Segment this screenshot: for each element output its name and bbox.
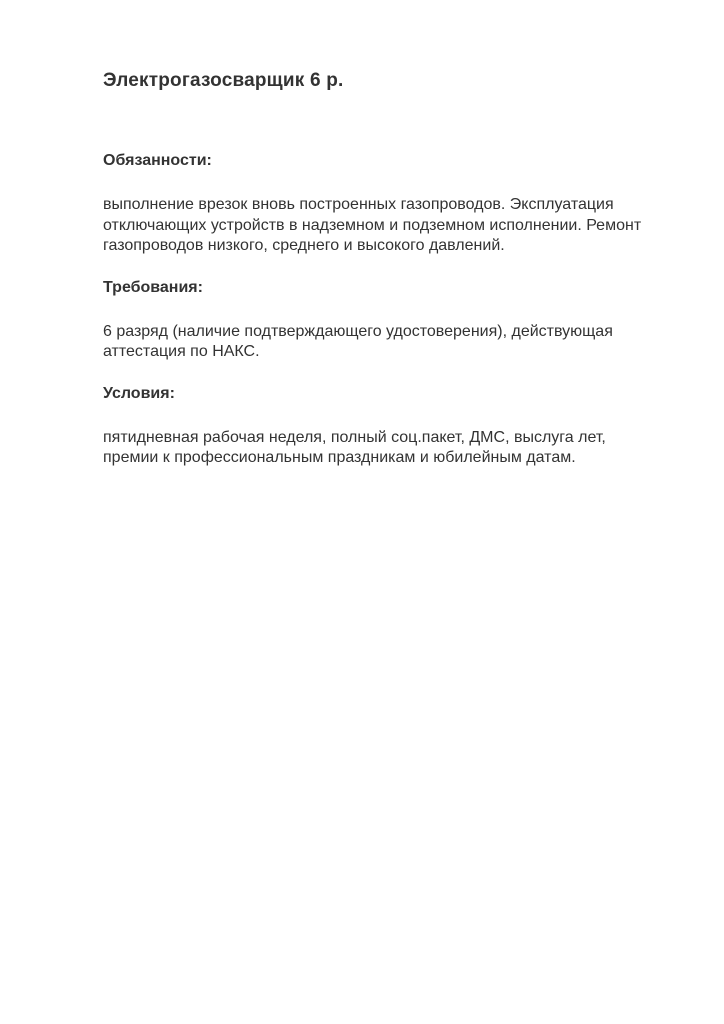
responsibilities-text: выполнение врезок вновь построенных газопроводов. Эксплуатация отключающих устройств в надземном и подземном исполнении. Ремонт газопроводов низкого, среднего и высокого давлений. — [103, 196, 642, 254]
section-conditions — [103, 383, 652, 469]
conditions-text: пятидневная рабочая неделя, полный соц.пакет, ДМС, выслуга лет, премии к профессиональным праздникам и юбилейным датам. — [103, 428, 606, 466]
requirements-text: 6 разряд (наличие подтверждающего удостоверения), действующая аттестация по НАКС. — [103, 322, 613, 360]
section-requirements — [103, 277, 652, 363]
requirements-heading: Требования: — [103, 278, 203, 296]
section-responsibilities — [103, 150, 652, 257]
responsibilities-heading: Обязанности: — [103, 152, 212, 169]
job-title: Электрогазосварщик 6 р. — [103, 70, 344, 91]
conditions-heading: Условия: — [103, 384, 175, 402]
